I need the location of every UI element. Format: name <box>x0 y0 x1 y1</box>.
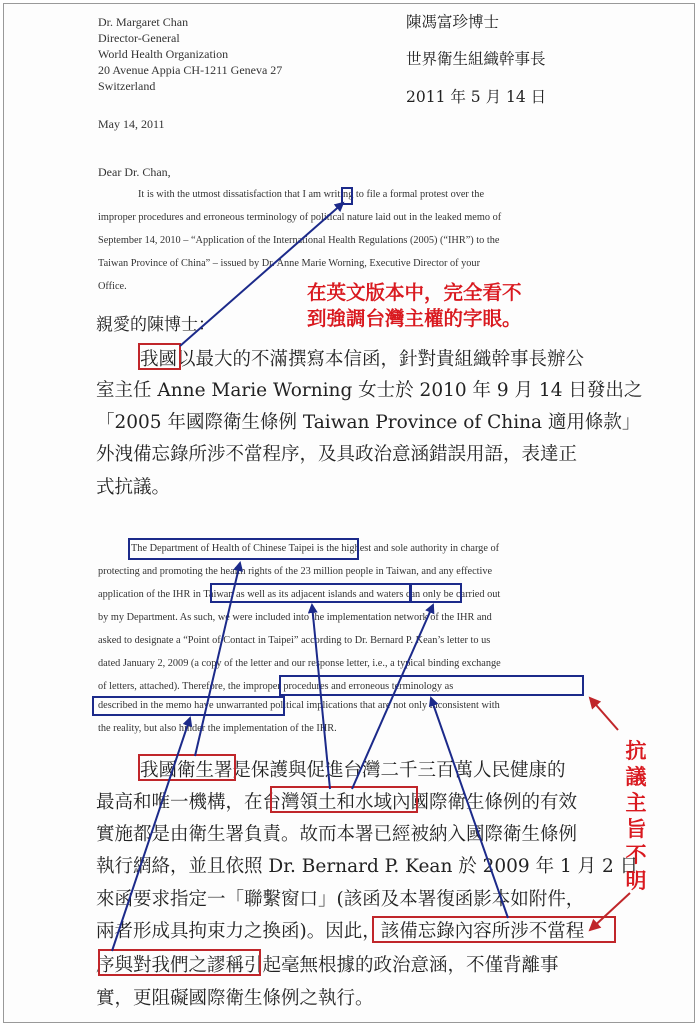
arrow-note-down <box>590 893 630 930</box>
note-char: 明 <box>625 869 647 893</box>
para-cn-line: 實，更阻礙國際衛生條例之執行。 <box>96 988 374 1009</box>
note-char: 旨 <box>625 817 647 841</box>
para-line: application of the IHR in Taiwan as well as its adjacent islands and waters can only be carried out <box>98 589 501 600</box>
para-line: of letters, attached). Therefore, the improper procedures and erroneous terminology as <box>98 681 454 692</box>
para-line: protecting and promoting the health rights of the 23 million people in Taiwan, and any effective <box>98 566 493 577</box>
para-cn-line: 執行網絡，並且依照 Dr. Bernard P. Kean 於 2009 年 1 月 2 日 <box>96 856 639 877</box>
para-line: September 14, 2010 – “Application of the International Health Regulations (2005) (“IHR”) to the <box>98 235 500 246</box>
sender-cn-line: 陳馮富珍博士 <box>406 13 500 31</box>
salutation-en: Dear Dr. Chan, <box>98 165 171 179</box>
note-line: 到強調台灣主權的字眼。 <box>307 307 522 330</box>
arrow-described <box>112 718 190 951</box>
note-char: 抗 <box>625 739 647 763</box>
arrow-taiwan <box>312 605 330 789</box>
letter-date: May 14, 2011 <box>98 117 165 131</box>
para-cn-line: 來函要求指定一「聯繫窗口」(該函及本署復函影本如附件， <box>96 889 585 910</box>
sender-line: Switzerland <box>98 79 156 93</box>
para-line: dated January 2, 2009 (a copy of the letter and our response letter, i.e., a typical binding exchange <box>98 658 501 669</box>
para-cn-line: 外洩備忘錄所涉不當程序，及具政治意涵錯誤用語，表達正 <box>96 444 578 465</box>
para-cn-line: 兩者形成具拘束力之換函)。因此，該備忘錄內容所涉不當程 <box>96 921 585 942</box>
para-cn-line: 室主任 Anne Marie Worning 女士於 2010 年 9 月 14 日發出之 <box>96 380 643 401</box>
para-cn-line: 序與對我們之謬稱引起毫無根據的政治意涵，不僅背離事 <box>96 955 559 976</box>
para-line: It is with the utmost dissatisfaction that I am writing to file a formal protest over the <box>138 189 485 200</box>
para-line: The Department of Health of Chinese Taipei is the highest and sole authority in charge of <box>131 543 500 554</box>
salutation-cn: 親愛的陳博士： <box>96 315 215 335</box>
annotation-note-protest-unclear <box>624 738 648 894</box>
sender-line: World Health Organization <box>98 47 229 61</box>
para-line: Office. <box>98 281 127 292</box>
note-char: 不 <box>625 843 647 867</box>
arrow-note-up <box>590 698 618 730</box>
note-char: 議 <box>625 765 647 789</box>
note-char: 主 <box>625 791 647 815</box>
sender-line: Dr. Margaret Chan <box>98 15 189 29</box>
para-line: the reality, but also hinder the implementation of the IHR. <box>98 723 337 734</box>
sender-cn-line: 2011 年 5 月 14 日 <box>406 88 547 106</box>
para-cn-line: 我國以最大的不滿撰寫本信函，針對貴組織幹事長辦公 <box>140 349 585 370</box>
para-cn-line: 最高和唯一機構，在台灣領土和水域內國際衛生條例的有效 <box>96 792 578 813</box>
arrow-waters <box>352 605 433 789</box>
para-cn-line: 式抗議。 <box>96 477 171 498</box>
note-line: 在英文版本中，完全看不 <box>307 281 522 304</box>
para-cn-line: 「2005 年國際衛生條例 Taiwan Province of China 適用條款」 <box>96 412 641 433</box>
sender-line: 20 Avenue Appia CH-1211 Geneva 27 <box>98 63 283 77</box>
sender-line: Director-General <box>98 31 180 45</box>
sender-cn-line: 世界衛生組織幹事長 <box>406 50 546 68</box>
para-line: by my Department. As such, we were included into the implementation network of the IHR and <box>98 612 492 623</box>
arrow-improper <box>431 698 508 918</box>
para-line: described in the memo have unwarranted political implications that are not only inconsistent with <box>98 700 500 711</box>
para-line: improper procedures and erroneous terminology of political nature laid out in the leaked memo of <box>98 212 502 223</box>
arrow-dept <box>195 563 240 756</box>
para-cn-line: 實施都是由衛生署負責。故而本署已經被納入國際衛生條例 <box>96 824 578 845</box>
para-line: Taiwan Province of China” – issued by Dr. Anne Marie Worning, Executive Director of your <box>98 258 481 269</box>
annotation-note-en-version <box>307 280 522 332</box>
para-cn-line: 我國衛生署是保護與促進台灣二千三百萬人民健康的 <box>140 760 566 781</box>
para-line: asked to designate a “Point of Contact in Taipei” according to Dr. Bernard P. Kean’s letter to us <box>98 635 491 646</box>
